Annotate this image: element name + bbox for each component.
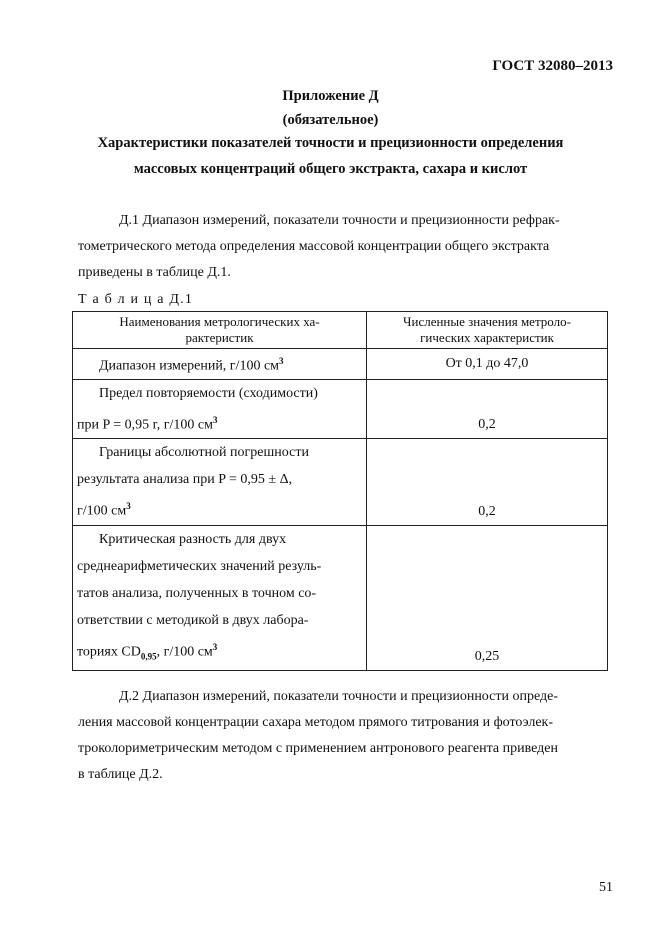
row-name-line (77, 634, 360, 670)
header-text: Численные значения метроло- (403, 314, 571, 329)
paragraph-line: в таблице Д.2. (78, 767, 163, 782)
appendix-heading-line2: массовых концентраций общего экстракта, сахара и кислот (133, 161, 528, 177)
table-header-row (73, 312, 608, 349)
document-code: ГОСТ 32080–2013 (492, 58, 613, 74)
subscript: 0,95 (140, 651, 157, 662)
row-value-cell: От 0,1 до 47,0 (367, 349, 608, 380)
row-name-cell (73, 349, 367, 380)
paragraph-line: приведены в таблице Д.1. (78, 265, 231, 280)
table-row (73, 349, 608, 380)
appendix-title: Приложение Д (282, 88, 379, 104)
header-text: рактеристик (185, 330, 254, 345)
paragraph-line: тометрического метода определения массовой концентрации общего экстракта (78, 239, 550, 254)
appendix-heading-line1: Характеристики показателей точности и прецизионности определения (97, 135, 564, 151)
row-name: , г/100 см (156, 644, 213, 660)
table-row (73, 379, 608, 439)
row-name: результата анализа при P = 0,95 ± Δ, (77, 472, 293, 488)
row-name-cell (73, 525, 367, 670)
row-name: ториях CD (77, 644, 141, 660)
row-name-line (77, 407, 360, 439)
header-cell-values (367, 312, 608, 349)
metrology-table (72, 311, 608, 671)
row-value-cell: 0,25 (367, 525, 608, 670)
paragraph-d1 (78, 208, 614, 286)
paragraph-line: троколориметрическим методом с применением антронового реагента приведен (78, 741, 558, 756)
row-name: татов анализа, полученных в точном со- (77, 585, 317, 601)
header-cell-characteristics (73, 312, 367, 349)
row-name: Диапазон измерений, г/100 см (99, 358, 280, 374)
row-name: г/100 см (77, 503, 127, 519)
appendix-note: (обязательное) (282, 112, 379, 128)
row-name: Границы абсолютной погрешности (99, 445, 309, 461)
header-text: Наименования метрологических ха- (119, 314, 320, 329)
table-caption: Т а б л и ц а Д.1 (78, 292, 194, 307)
row-name-cell (73, 439, 367, 526)
paragraph-line: Д.2 Диапазон измерений, показатели точности и прецизионности опреде- (119, 689, 559, 704)
row-value-cell: 0,2 (367, 439, 608, 526)
row-name: ответствии с методикой в двух лабора- (77, 612, 309, 628)
table-row (73, 525, 608, 670)
row-name-line (77, 493, 360, 525)
row-value-cell: 0,2 (367, 379, 608, 439)
row-name-cell (73, 379, 367, 439)
page-number: 51 (599, 880, 613, 895)
row-name: при P = 0,95 r, г/100 см (77, 417, 213, 433)
superscript: 3 (126, 501, 131, 512)
header-text: гических характеристик (420, 330, 554, 345)
table-row (73, 439, 608, 526)
row-name: Критическая разность для двух (99, 531, 287, 547)
paragraph-line: Д.1 Диапазон измерений, показатели точности и прецизионности рефрак- (119, 213, 560, 228)
superscript: 3 (279, 356, 284, 366)
row-name: среднеарифметических значений резуль- (77, 558, 322, 574)
row-name: Предел повторяемости (сходимости) (99, 385, 318, 401)
superscript: 3 (212, 641, 218, 652)
superscript: 3 (212, 414, 218, 425)
paragraph-d2 (78, 684, 614, 788)
paragraph-line: ления массовой концентрации сахара методом прямого титрования и фотоэлек- (78, 715, 554, 730)
